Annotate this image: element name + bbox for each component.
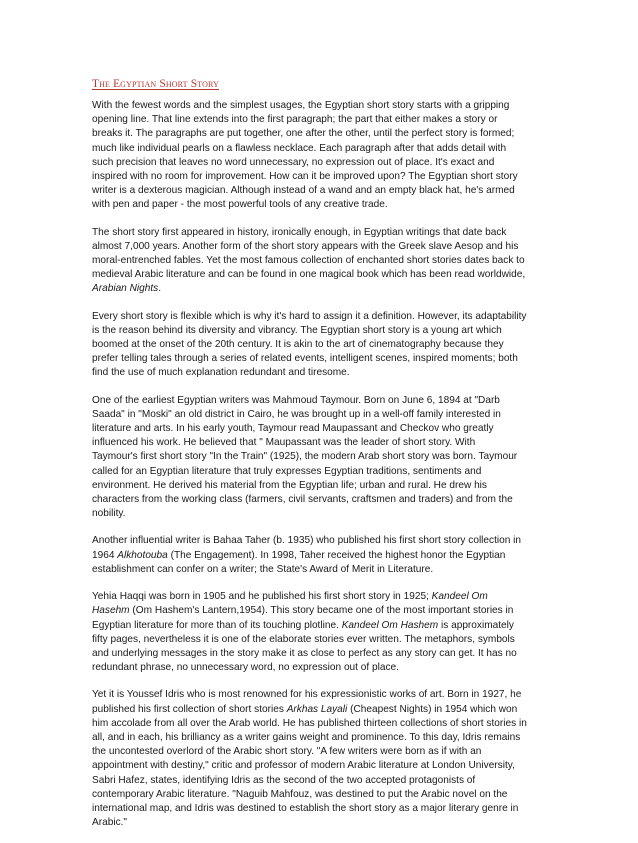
text-line: moral-entrenched fables. Yet the most famous collection of enchanted short stories dates back to (92, 255, 525, 267)
book-title-arkhas-layali: Arkhas Layali (286, 703, 348, 715)
text-run: Yehia Haqqi was born in 1905 and he published his first short story in 1925; (92, 591, 432, 603)
text-line: medieval Arabic literature and can be found in one magical book which has been read worldwide, (92, 269, 526, 281)
text-line: contemporary Arabic literature. "Naguib Mahfouz, was destined to put the Arabic novel on the (92, 788, 508, 800)
paragraph-6 (92, 590, 552, 675)
text-line: nobility. (92, 508, 126, 520)
text-line: breaks it. The paragraphs are put together, one after the other, until the perfect story is formed; (92, 128, 515, 140)
text-run: is approximately (438, 619, 514, 631)
text-line: With the fewest words and the simplest usages, the Egyptian short story starts with a gripping (92, 100, 510, 111)
text-run: (The Engagement). In 1998, Taher received the highest honor the Egyptian (167, 549, 506, 561)
text-line: characters from the working class (farmers, civil servants, craftsmen and traders) and from the (92, 494, 513, 506)
text-line: literature and arts. In his early youth, Taymour read Maupassant and Checkov who greatly (92, 423, 494, 435)
text-line: The short story first appeared in history, ironically enough, in Egyptian writings that date back (92, 226, 507, 238)
text-line (92, 282, 552, 296)
text-line: international map, and Idris was destined to establish the short story as a major literary genre in (92, 802, 519, 814)
text-line: boomed at the onset of the 20th century. It is akin to the art of cinematography because they (92, 339, 504, 351)
book-title-kandeel-om: Kandeel Om (431, 591, 488, 603)
text-line: Another influential writer is Bahaa Taher (b. 1935) who published his first short story collection in (92, 535, 522, 547)
text-run: 1964 (92, 549, 118, 561)
text-line (92, 604, 552, 618)
paragraph-3 (92, 310, 552, 381)
paragraph-5 (92, 534, 552, 577)
text-line: inspired with no room for improvement. How can it be improved upon? The Egyptian short story (92, 171, 518, 183)
text-run: (Cheapest Nights) in 1954 which won (347, 703, 518, 715)
text-line: writer is a dexterous magician. Although instead of a wand and an empty black hat, he's armed (92, 185, 515, 197)
text-line: is the reason behind its diversity and vibrancy. The Egyptian short story is a young art which (92, 324, 502, 336)
text-line: with pen and paper - the most powerful tools of any creative trade. (92, 199, 388, 211)
text-line: Every short story is flexible which is why it's hard to assign it a definition. However, its adaptability (92, 310, 527, 322)
text-line: and underlying messages in the story make it as close to perfect as any story can get. It has no (92, 647, 517, 659)
book-title-hasehm: Hasehm (92, 605, 130, 617)
paragraph-7 (92, 688, 552, 830)
text-line (92, 590, 552, 604)
text-line: fifty pages, nevertheless it is one of the elaborate stories ever written. The metaphors, symbols (92, 633, 515, 645)
book-title-alkhotouba: Alkhotouba (117, 549, 168, 561)
text-line (92, 549, 552, 563)
text-line: establishment can confer on a writer; the State's Award of Merit in Literature. (92, 563, 434, 575)
text-line: him accolade from all over the Arab world. He has published thirteen collections of short stories in (92, 717, 527, 729)
text-line: Arabic." (92, 817, 127, 829)
book-title-arabian-nights: Arabian Nights (92, 283, 159, 295)
text-line: all, and in each, his brilliancy as a writer gains weight and prominence. To this day, Idris remains (92, 731, 521, 743)
text-line (92, 703, 552, 717)
text-line: Sabri Hafez, states, identifying Idris as the second of the two accepted protagonists of (92, 774, 476, 786)
paragraph-2 (92, 226, 552, 297)
text-line: appointment with destiny," critic and professor of modern Arabic literature at London University, (92, 760, 515, 772)
text-run: published his first collection of short stories (92, 703, 287, 715)
text-line: Yet it is Youssef Idris who is most renowned for his expressionistic works of art. Born in 1927, he (92, 689, 522, 701)
text-line: called for an Egyptian literature that truly expresses Egyptian traditions, sentiments and (92, 465, 482, 477)
text-line: Taymour's first short story "In the Train" (1925), the modern Arab short story was born. Taymour (92, 451, 518, 463)
text-line: Saada" in "Moski" an old district in Cairo, he was brought up in a well-off family interested in (92, 408, 501, 420)
text-run: Egyptian literature for more than of its touching plotline. (92, 619, 342, 631)
text-line: environment. He derived his material from the Egyptian life; urban and rural. He drew his (92, 479, 487, 491)
text-line: find the use of much explanation redundant and tiresome. (92, 367, 350, 379)
paragraph-1 (92, 99, 552, 213)
document-title: The Egyptian Short Story (92, 78, 219, 90)
text-line: almost 7,000 years. Another form of the short story appears with the Greek slave Aesop and his (92, 240, 519, 252)
text-run: (Om Hashem's Lantern,1954). This story became one of the most important stories in (129, 605, 514, 617)
document-body (92, 99, 552, 843)
text-line: opening line. That line extends into the first paragraph; the part that either makes a story or (92, 114, 498, 126)
punctuation: . (158, 283, 162, 295)
text-line: such precision that leaves no word unnecessary, no expression out of place. It's exact and (92, 156, 495, 168)
text-line (92, 619, 552, 633)
paragraph-4 (92, 394, 552, 522)
text-line: One of the earliest Egyptian writers was Mahmoud Taymour. Born on June 6, 1894 at "Darb (92, 394, 500, 406)
text-line: influenced his work. He believed that " Maupassant was the leader of short story. With (92, 437, 476, 449)
text-line: the uncontested overlord of the Arabic short story. "A few writers were born as if with an (92, 746, 482, 758)
text-line: much like individual pearls on a flawless necklace. Each paragraph after that adds detail with (92, 142, 507, 154)
text-line: prefer telling tales through a series of related events, intelligent scenes, inspired moments; both (92, 353, 518, 365)
book-title-kandeel-om-hashem: Kandeel Om Hashem (341, 619, 439, 631)
text-line: redundant phrase, no unnecessary word, no expression out of place. (92, 662, 399, 674)
